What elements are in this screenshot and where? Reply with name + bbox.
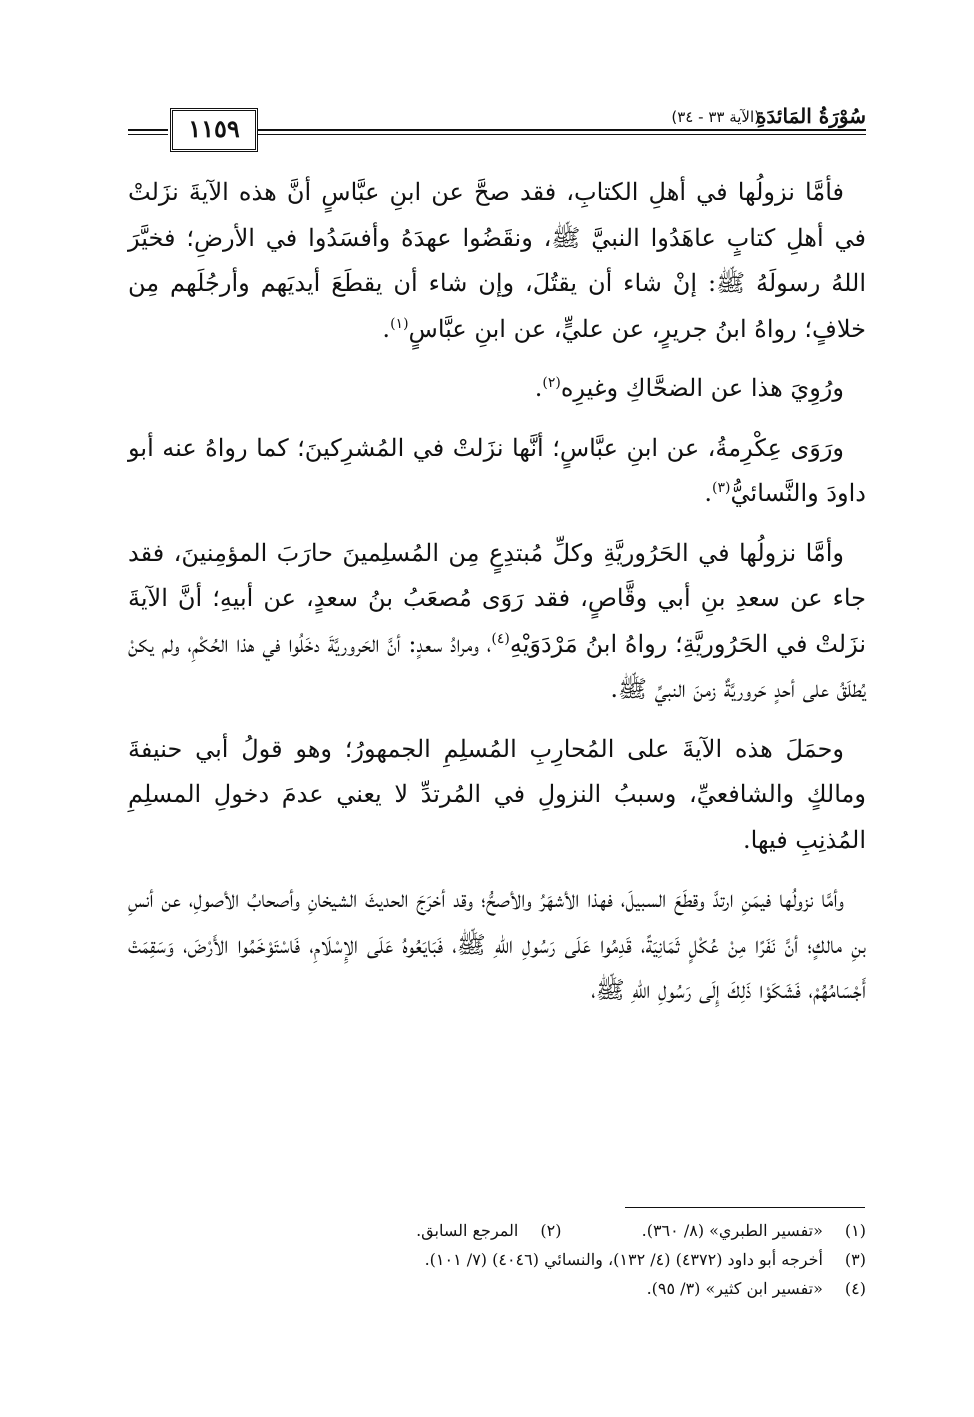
footnote-row [128, 1245, 866, 1274]
header-rule [258, 129, 866, 131]
paragraph-tail: ، ومرادُ سعدٍ: أنَّ الحَروريَّةَ دخَلُوا في هذا الحُكْمِ، ولم يكنْ يُطلَقُ على أحدٍ حَروريَّةٌ زمنَ النبيِّ ﷺ. [128, 629, 866, 703]
header-rule-thin [258, 134, 866, 135]
footnote-text: أخرجه أبو داود (٤٣٧٢) (٤/ ١٣٢)، والنسائي (٤٠٤٦) (٧/ ١٠١). [424, 1250, 823, 1269]
paragraph-text: وحمَلَ هذه الآيةَ على المُحارِبِ المُسلِمِ الجمهورُ؛ وهو قولُ أبي حنيفةَ ومالكٍ والشافعيِّ، وسببُ النزولِ في المُرتدِّ لا يعني عدمَ دخولِ المسلِمِ المُذنِبِ فيها. [128, 734, 866, 854]
footnote-ref[interactable]: (٣) [712, 480, 731, 496]
paragraph-text: فأمَّا نزولُها في أهلِ الكتابِ، فقد صحَّ عن ابنِ عبَّاسٍ أنَّ هذه الآيةَ نزَلتْ في أهلِ كتابٍ عاهَدُوا النبيَّ ﷺ، ونقَضُوا عهدَهُ وأفسَدُوا في الأرضِ؛ فخيَّرَ اللهُ رسولَهُ ﷺ: إنْ شاء أن يقتُلَ، وإن شاء أن يقطَعَ أيديَهم وأرجُلَهم مِن خلافٍ؛ رواهُ ابنُ جريرٍ، عن عليٍّ، عن ابنِ عبَّاسٍ [128, 178, 866, 343]
footnote-ref[interactable]: (١) [390, 315, 409, 332]
page-body [128, 170, 866, 1028]
paragraph [128, 170, 866, 352]
paragraph-text: ورَوَى عِكْرِمةُ، عن ابنِ عبَّاسٍ؛ أنَّها نزَلتْ في المُشرِكينَ؛ كما رواهُ عنه أبو داودَ والنَّسائيُّ [128, 433, 866, 507]
paragraph [128, 531, 866, 713]
footnote-separator [625, 1207, 865, 1208]
header-rule-left [128, 129, 168, 131]
footnote-text: «تفسير ابن كثير» (٣/ ٩٥). [646, 1279, 823, 1298]
page-number: ١١٥٩ [170, 108, 258, 152]
paragraph-tail: . [382, 314, 391, 343]
paragraph [128, 366, 866, 412]
paragraph [128, 877, 866, 1014]
verse-range: (الآية ٣٣ - ٣٤) [671, 108, 760, 126]
footnote-text: المرجع السابق. [416, 1221, 519, 1240]
footnote-number: (١) [844, 1221, 866, 1240]
footnote-number: (٣) [844, 1250, 866, 1269]
footnote-ref[interactable]: (٢) [542, 375, 561, 391]
paragraph [128, 727, 866, 864]
footnotes [128, 1216, 866, 1303]
page-header [128, 100, 866, 162]
footnote-number: (٤) [844, 1279, 866, 1298]
footnote-row [128, 1216, 866, 1245]
paragraph-tail: . [534, 374, 543, 402]
footnote-number: (٢) [540, 1221, 562, 1240]
paragraph-text: وأمَّا نزولُها في الحَرُوريَّةِ وكلِّ مُبتدِعٍ مِن المُسلِمينَ حارَبَ المؤمِنينَ، فقد جاء عن سعدِ بنِ أبي وقَّاصٍ، فقد رَوَى مُصعَبُ بنُ سعدٍ، عن أبيهِ؛ أنَّ الآيةَ نزَلتْ في الحَرُوريَّةِ؛ رواهُ ابنُ مَرْدَوَيْهِ [128, 538, 866, 658]
paragraph-text: ورُوِيَ هذا عن الضحَّاكِ وغيرِه [560, 374, 844, 402]
paragraph-text: وأمَّا نزولُها فيمَنِ ارتدَّ وقطَعَ السبيلَ، فهذا الأشهَرُ والأصحُّ؛ وقد أخرَجَ الحديثَ الشيخانِ وأصحابُ الأصولِ، عن أنسِ بنِ مالكٍ؛ أنَّ نَفَرًا مِنْ عُكْلٍ ثَمَانِيَةً، قَدِمُوا عَلَى رَسُولِ اللهِ ﷺ، فَبَايَعُوهُ عَلَى الإِسْلَامِ، فَاسْتَوْخَمُوا الأَرْضَ، وَسَقِمَتْ أَجْسَامُهُمْ، فَشَكَوْا ذَلِكَ إِلَى رَسُولِ اللهِ ﷺ، [128, 885, 866, 1004]
footnote-ref[interactable]: (٤) [491, 630, 510, 647]
footnote-row [128, 1274, 866, 1303]
header-rule-left-thin [128, 134, 168, 135]
paragraph [128, 426, 866, 517]
paragraph-tail: . [704, 479, 713, 507]
footnote-text: «تفسير الطبري» (٨/ ٣٦٠). [641, 1221, 823, 1240]
surah-title: سُوْرَةُ المَائدَةِ [755, 104, 866, 128]
